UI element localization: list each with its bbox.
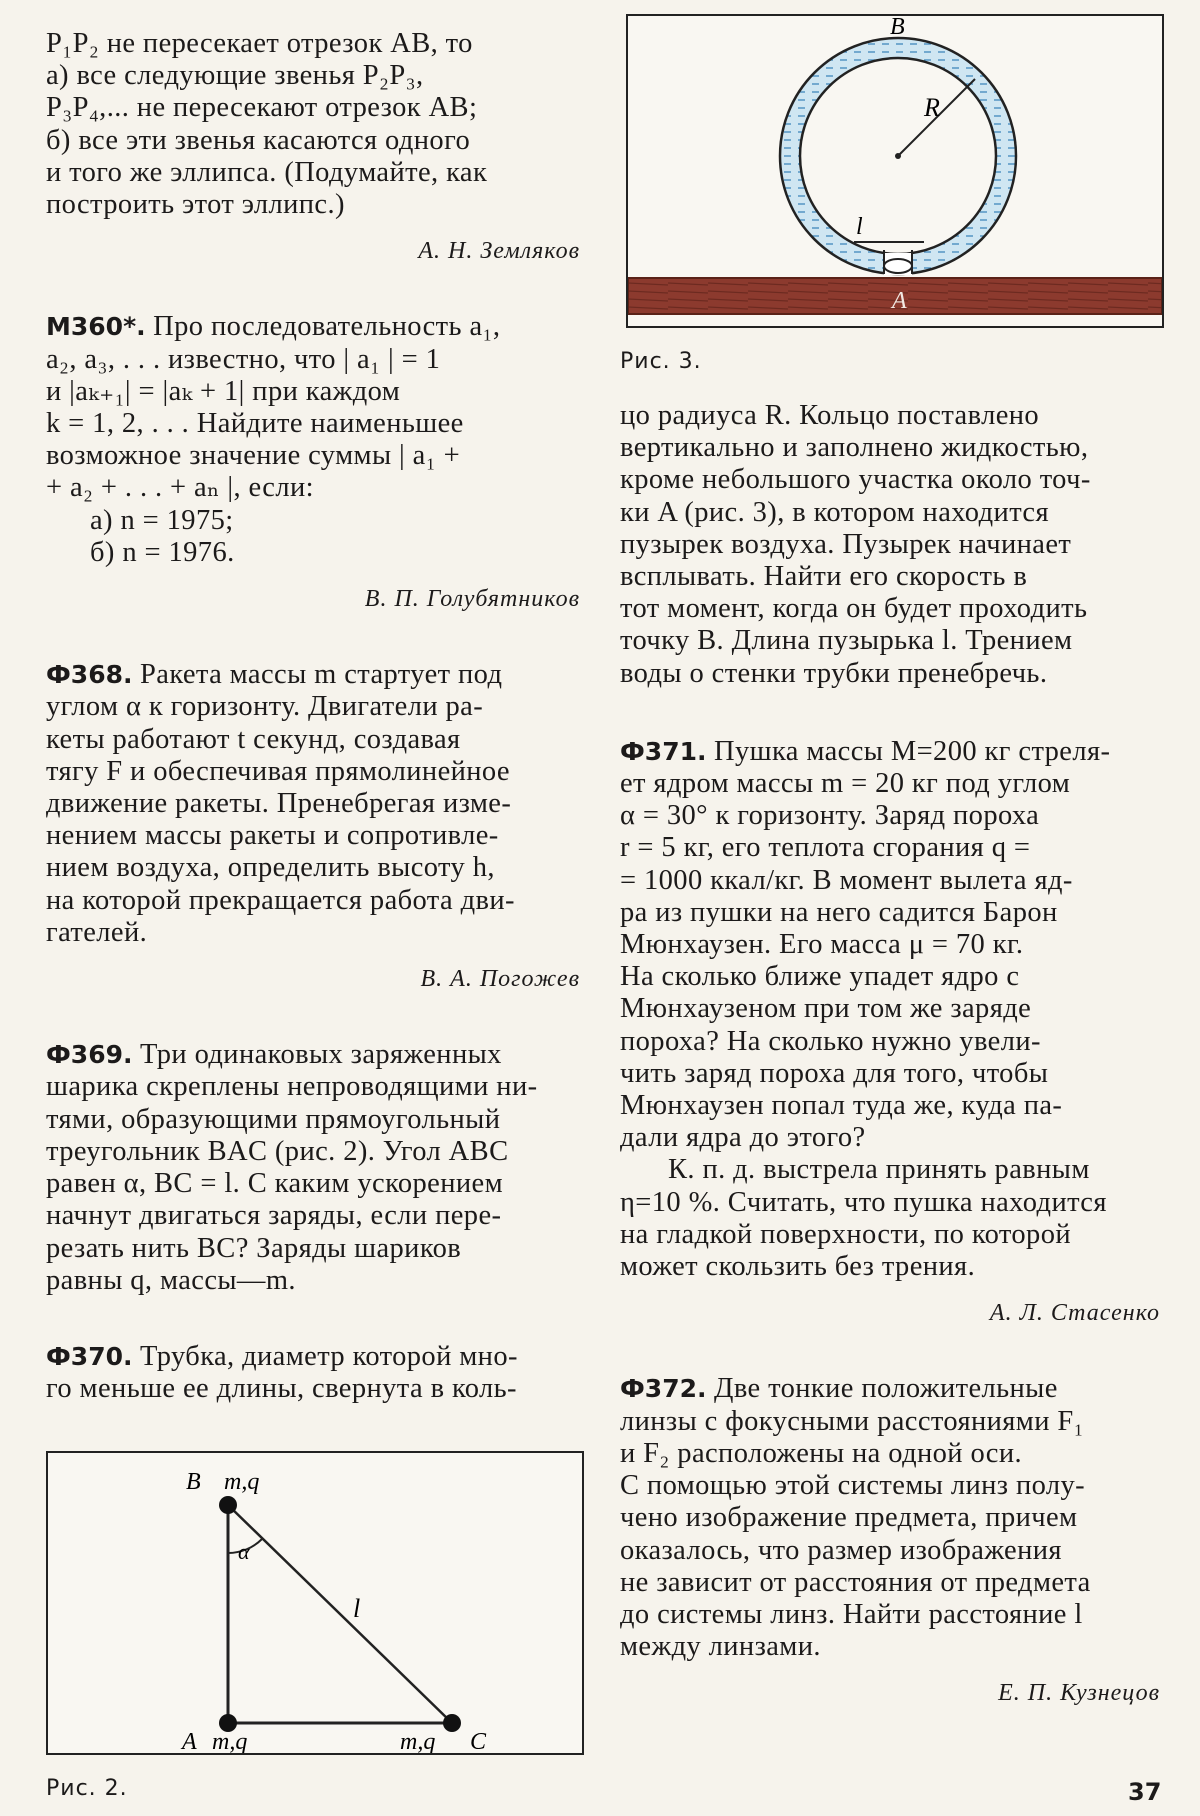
text-line: начнут двигаться заряды, если пере- [46,1200,502,1232]
problem-id: Ф369. [46,1040,133,1070]
label-alpha: α [238,1539,250,1565]
text-line: кроме небольшого участка около точ- [620,464,1091,496]
problem-f369 [46,1039,580,1297]
text-line: тями, образующими прямоугольный [46,1103,501,1135]
text-line: Про последовательность a₁, [153,311,501,343]
problem-m-continuation [46,28,580,267]
text-line: и |aₖ₊₁| = |aₖ + 1| при каждом [46,375,401,407]
text-line: P₁P₂ не пересекает отрезок AB, то [46,28,473,59]
text-line: и F₂ расположены на одной оси. [620,1437,1023,1469]
text-line: чить заряд пороха для того, чтобы [620,1057,1049,1089]
text-line: кеты работают t секунд, создавая [46,723,461,755]
text-line: + a₂ + . . . + aₙ |, если: [46,472,314,504]
text-line: воды о стенки трубки пренебречь. [620,657,1048,689]
page-number: 37 [1128,1778,1162,1806]
label-c: C [470,1729,487,1756]
text-line: углом α к горизонту. Двигатели ра- [46,691,484,723]
label-l: l [353,1594,361,1624]
problem-id: М360*. [46,312,146,342]
text-line: построить этот эллипс.) [46,189,345,221]
air-bubble-gap [884,259,912,273]
label-r: R [924,93,940,122]
ball-b [219,1496,237,1514]
figure-caption: Рис. 3. [620,349,702,374]
problem-id: Ф370. [46,1341,133,1371]
text-line: не зависит от расстояния от предмета [620,1566,1091,1598]
label-mq-a: m,q [212,1729,248,1756]
text-line: может скользить без трения. [620,1251,976,1283]
label-b: B [186,1469,201,1496]
label-mq-b: m,q [224,1469,260,1496]
label-mq-c: m,q [400,1729,436,1756]
list-item: б) n = 1976. [90,536,235,568]
text-line: Две тонкие положительные [714,1373,1058,1405]
problem-f368 [46,659,580,995]
text-line: тот момент, когда он будет проходить [620,593,1088,625]
text-line: б) все эти звенья касаются одного [46,124,471,156]
text-line: Трубка, диаметр которой мно- [140,1340,518,1372]
text-line: k = 1, 2, . . . Найдите наименьшее [46,408,464,440]
text-line: равен α, BC = l. С каким ускорением [46,1168,504,1200]
ring-center [895,153,901,159]
right-column [620,14,1160,1710]
problem-f370-start [46,1341,580,1405]
text-line: равны q, массы—m. [46,1264,296,1296]
text-line: резать нить BC? Заряды шариков [46,1232,462,1264]
text-line: α = 30° к горизонту. Заряд пороха [620,800,1040,832]
text-line: Мюнхаузен. Его масса μ = 70 кг. [620,929,1024,961]
figure-2-diagram [46,1451,584,1755]
author: А. Н. Земляков [418,238,580,265]
text-line: тягу F и обеспечивая прямолинейное [46,755,510,787]
problem-f371 [620,736,1160,1330]
label-l: l [856,214,863,240]
text-line: Мюнхаузен попал туда же, куда па- [620,1090,1063,1122]
text-line: нием воздуха, определить высоту h, [46,852,495,884]
text-line: Три одинаковых заряженных [140,1039,502,1071]
figure-2 [46,1451,580,1801]
text-line: треугольник BAC (рис. 2). Угол ABC [46,1135,509,1167]
text-line: возможное значение суммы | a₁ + [46,440,461,472]
text-line: ет ядром массы m = 20 кг под углом [620,768,1071,800]
problem-m360 [46,311,580,615]
text-line: а) все следующие звенья P₂P₃, [46,60,424,92]
problem-id: Ф372. [620,1374,707,1404]
text-line: чено изображение предмета, причем [620,1502,1078,1534]
text-line: r = 5 кг, его теплота сгорания q = [620,832,1031,864]
text-line: до системы линз. Найти расстояние l [620,1598,1083,1630]
text-line: пороха? На сколько нужно увели- [620,1025,1041,1057]
problem-f370-continuation [620,400,1160,690]
text-line: Пушка массы M=200 кг стреля- [714,735,1111,767]
text-line: линзы с фокусными расстояниями F₁ [620,1405,1085,1437]
author: А. Л. Стасенко [989,1300,1160,1327]
text-line: К. п. д. выстрела принять равным [668,1154,1090,1186]
author: Е. П. Кузнецов [998,1680,1160,1707]
ball-c [443,1714,461,1732]
text-line: Ракета массы m стартует под [140,659,503,691]
problem-id: Ф371. [620,736,707,766]
text-line: цо радиуса R. Кольцо поставлено [620,400,1040,431]
text-line: движение ракеты. Пренебрегая изме- [46,788,512,820]
label-a: A [182,1729,197,1756]
text-line: P₃P₄,... не пересекают отрезок AB; [46,92,478,124]
text-line: = 1000 ккал/кг. В момент вылета яд- [620,864,1073,896]
text-line: пузырек воздуха. Пузырек начинает [620,528,1072,560]
text-line: шарика скреплены непроводящими ни- [46,1071,538,1103]
text-line: С помощью этой системы линз полу- [620,1470,1086,1502]
problem-f372 [620,1373,1160,1709]
figure-3 [620,14,1160,374]
figure-caption: Рис. 2. [46,1776,128,1802]
text-line: гателей. [46,916,148,948]
text-line: всплывать. Найти его скорость в [620,561,1028,593]
label-b: B [890,14,905,40]
text-line: Мюнхаузеном при том же заряде [620,993,1032,1025]
text-line: между линзами. [620,1631,821,1663]
list-item: а) n = 1975; [90,504,234,536]
author: В. А. Погожев [420,966,580,993]
thread-bc [228,1505,452,1723]
text-line: и того же эллипса. (Подумайте, как [46,156,488,188]
text-line: ки A (рис. 3), в котором находится [620,496,1049,528]
text-line: нением массы ракеты и сопротивле- [46,820,499,852]
text-line: го меньше ее длины, свернута в коль- [46,1373,517,1405]
text-line: η=10 %. Считать, что пушка находится [620,1186,1107,1218]
label-a: A [892,288,907,314]
problem-id: Ф368. [46,660,133,690]
figure-3-diagram [626,14,1164,328]
text-line: вертикально и заполнено жидкостью, [620,432,1089,464]
text-line: ра из пушки на него садится Барон [620,896,1058,928]
author: В. П. Голубятников [364,586,580,613]
text-line: На сколько ближе упадет ядро с [620,961,1020,993]
left-column [46,28,580,1801]
text-line: оказалось, что размер изображения [620,1534,1062,1566]
text-line: дали ядра до этого? [620,1122,866,1154]
text-line: на гладкой поверхности, по которой [620,1218,1072,1250]
text-line: точку B. Длина пузырька l. Трением [620,625,1073,657]
text-line: a₂, a₃, . . . известно, что | a₁ | = 1 [46,343,441,375]
text-line: на которой прекращается работа дви- [46,884,515,916]
